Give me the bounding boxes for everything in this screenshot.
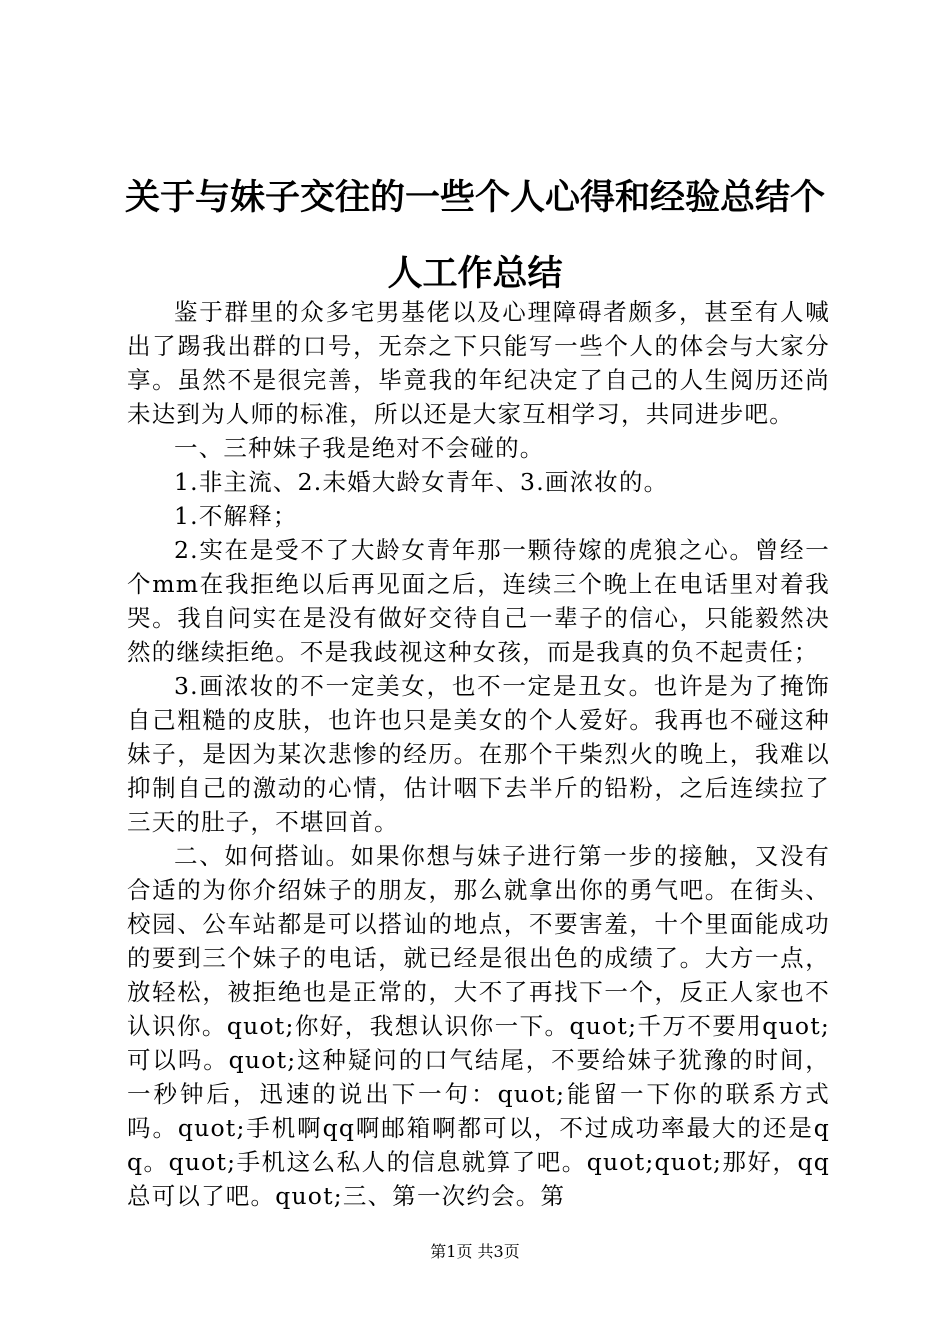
- paragraph-section-one-heading: 一、三种妹子我是绝对不会碰的。: [174, 434, 545, 462]
- document-title: 关于与妹子交往的一些个人心得和经验总结个人工作总结: [124, 178, 825, 294]
- page-footer: 第1页 共3页: [430, 1242, 520, 1261]
- document-body: [127, 295, 830, 1213]
- paragraph-point-one: 1.不解释；: [174, 502, 298, 530]
- paragraph-three-types: 1.非主流、2.未婚大龄女青年、3.画浓妆的。: [174, 468, 669, 496]
- paragraph-intro: 鉴于群里的众多宅男基佬以及心理障碍者颇多，甚至有人喊出了踢我出群的口号，无奈之下只能写一些个人的体会与大家分享。虽然不是很完善，毕竟我的年纪决定了自己的人生阅历还尚未达到为人师的标准，所以还是大家互相学习，共同进步吧。: [127, 298, 830, 428]
- paragraph-point-two: 2.实在是受不了大龄女青年那一颗待嫁的虎狼之心。曾经一个mm在我拒绝以后再见面之后，连续三个晚上在电话里对着我哭。我自问实在是没有做好交待自己一辈子的信心，只能毅然决然的继续拒绝。不是我歧视这种女孩，而是我真的负不起责任；: [127, 536, 830, 666]
- paragraph-point-three: 3.画浓妆的不一定美女，也不一定是丑女。也许是为了掩饰自己粗糙的皮肤，也许也只是美女的个人爱好。我再也不碰这种妹子，是因为某次悲惨的经历。在那个干柴烈火的晚上，我难以抑制自己的激动的心情，估计咽下去半斤的铅粉，之后连续拉了三天的肚子，不堪回首。: [127, 672, 830, 836]
- paragraph-section-two: 二、如何搭讪。如果你想与妹子进行第一步的接触，又没有合适的为你介绍妹子的朋友，那么就拿出你的勇气吧。在街头、校园、公车站都是可以搭讪的地点，不要害羞，十个里面能成功的要到三个妹子的电话，就已经是很出色的成绩了。大方一点，放轻松，被拒绝也是正常的，大不了再找下一个，反正人家也不认识你。quot;你好，我想认识你一下。quot;千万不要用quot;可以吗。quot;这种疑问的口气结尾，不要给妹子犹豫的时间，一秒钟后，迅速的说出下一句：quot;能留一下你的联系方式吗。quot;手机啊qq啊邮箱啊都可以，不过成功率最大的还是qq。quot;手机这么私人的信息就算了吧。quot;quot;那好，qq总可以了吧。quot;三、第一次约会。第: [127, 842, 830, 1210]
